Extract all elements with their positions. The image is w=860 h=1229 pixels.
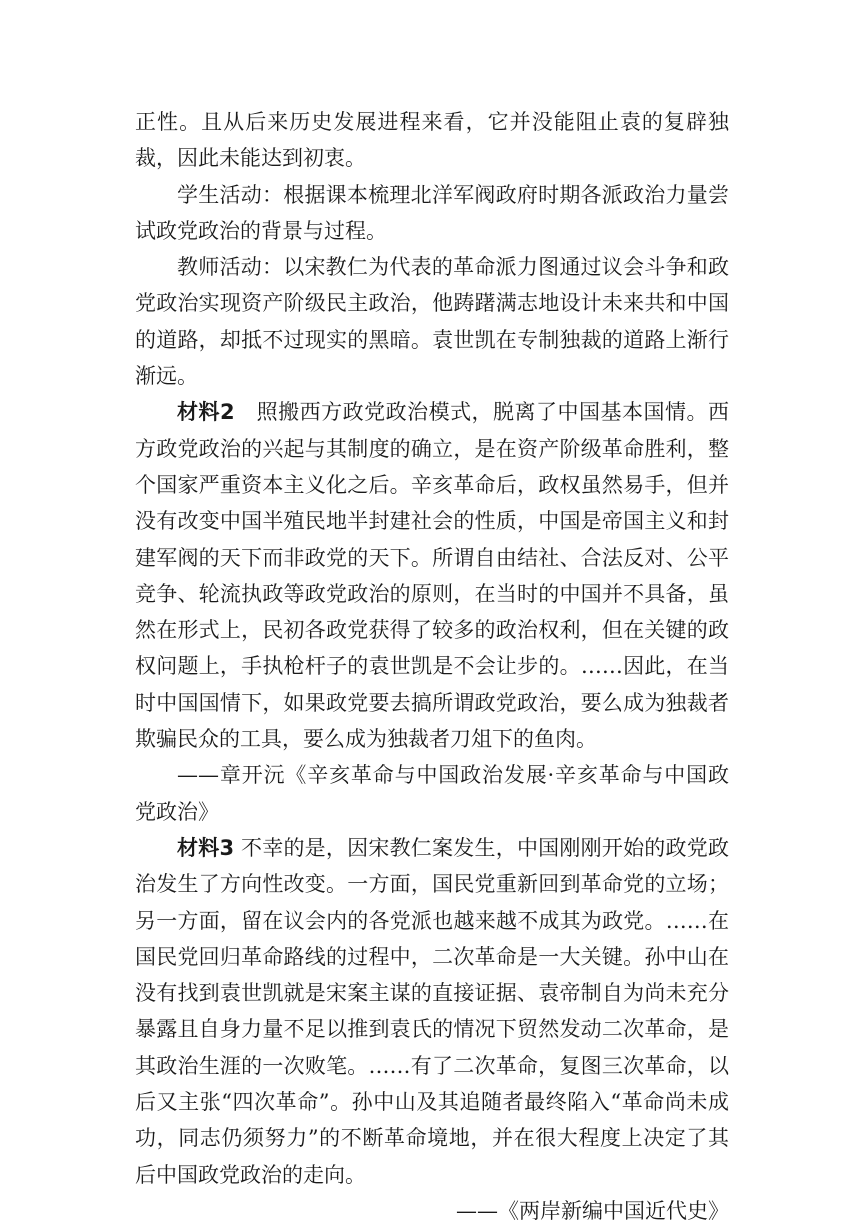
material-2-text: 照搬西方政党政治模式，脱离了中国基本国情。西方政党政治的兴起与其制度的确立，是在资产阶级革命胜利，整个国家严重资本主义化之后。辛亥革命后，政权虽然易手，但并没有改变中国半殖民地半封建社会的性质，中国是帝国主义和封建军阀的天下而非政党的天下。所谓自由结社、合法反对、公平竞争、轮流执政等政党政治的原则，在当时的中国并不具备，虽然在形式上，民初各政党获得了较多的政治权利，但在关键的政权问题上，手执枪杆子的袁世凯是不会让步的。……因此，在当时中国国情下，如果政党要去搞所谓政党政治，要么成为独裁者欺骗民众的工具，要么成为独裁者刀俎下的鱼肉。	[135, 400, 730, 752]
material-3-label: 材料3	[177, 835, 235, 860]
material-2	[135, 394, 729, 757]
material-3-source: ——《两岸新编中国近代史》	[456, 1198, 729, 1223]
material-2-label: 材料2	[177, 400, 235, 425]
document-body	[135, 104, 729, 1229]
paragraph-student-activity: 学生活动：根据课本梳理北洋军阀政府时期各派政治力量尝试政党政治的背景与过程。	[135, 182, 729, 243]
material-2-source: ——章开沅《辛亥革命与中国政治发展·辛亥革命与中国政党政治》	[135, 763, 729, 824]
material-3	[135, 830, 729, 1193]
material-3-text: 不幸的是，因宋教仁案发生，中国刚刚开始的政党政治发生了方向性改变。一方面，国民党重新回到革命党的立场；另一方面，留在议会内的各党派也越来越不成其为政党。……在国民党回归革命路线的过程中，二次革命是一大关键。孙中山在没有找到袁世凯就是宋案主谋的直接证据、袁帝制自为尚未充分暴露且自身力量不足以推到袁氏的情况下贸然发动二次革命，是其政治生涯的一次败笔。……有了二次革命，复图三次革命，以后又主张“四次革命”。孙中山及其追随者最终陷入“革命尚未成功，同志仍须努力”的不断革命境地，并在很大程度上决定了其后中国政党政治的走向。	[135, 835, 729, 1187]
paragraph-teacher-activity: 教师活动：以宋教仁为代表的革命派力图通过议会斗争和政党政治实现资产阶级民主政治，他踌躇满志地设计未来共和中国的道路，却抵不过现实的黑暗。袁世凯在专制独裁的道路上渐行渐远。	[135, 255, 729, 389]
paragraph-conclusion: 正性。且从后来历史发展进程来看，它并没能阻止袁的复辟独裁，因此未能达到初衷。	[135, 110, 729, 171]
